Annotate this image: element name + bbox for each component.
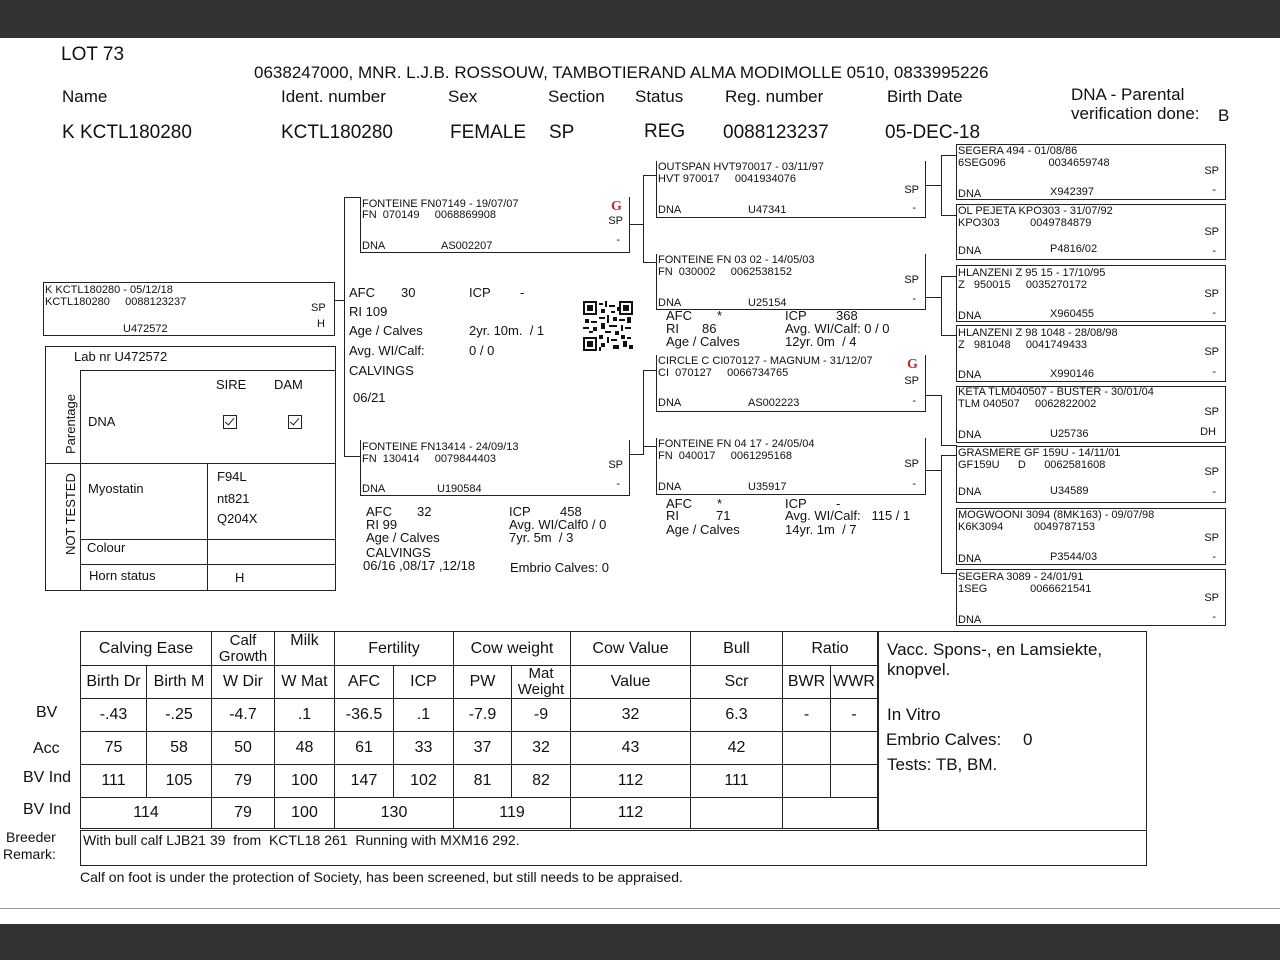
sire-dna-label: DNA [362, 240, 386, 252]
gg-dna-value: X990146 [1050, 368, 1095, 380]
acc-cell: 61 [335, 732, 394, 765]
gg-dna-label: DNA [958, 553, 982, 565]
dd-dna-value: U35917 [748, 481, 787, 493]
animal-reg: 0088123237 [723, 122, 829, 143]
gg-box [956, 446, 1226, 503]
gg-line-1: KETA TLM040507 - BUSTER - 30/01/04 [958, 386, 1154, 398]
ss-dash: - [912, 202, 916, 214]
group-calving-ease: Calving Ease [81, 632, 212, 666]
bv-ind-2-cell: 112 [571, 798, 691, 829]
gg-line-2: K6K3094 0049787153 [958, 521, 1096, 533]
gg-box [956, 569, 1226, 626]
acc-cell: 33 [394, 732, 454, 765]
dam-afc-label: AFC [366, 504, 392, 519]
group-milk: Milk [275, 632, 335, 666]
horn-status-label: Horn status [89, 568, 156, 583]
dam-icp-value: 458 [560, 504, 582, 519]
sd-line-2: FN 030002 0062538152 [658, 266, 792, 278]
bv-cell: -.25 [147, 699, 212, 732]
acc-cell [783, 732, 831, 765]
subject-afc-label: AFC [349, 285, 375, 300]
gg-section: SP [1204, 165, 1219, 177]
dd-afc-value: * [717, 496, 723, 511]
myostatin-f94l: F94L [217, 469, 247, 484]
sd-dash: - [912, 293, 916, 305]
bv-ind-2-cell: 79 [212, 798, 275, 829]
gg-box [956, 386, 1226, 443]
subject-wi-value: 0 / 0 [469, 343, 495, 358]
sd-dna-label: DNA [658, 297, 682, 309]
dam-dna-value: U190584 [437, 483, 482, 495]
row-label-bv-ind: BV Ind [23, 769, 72, 786]
subject-icp-label: ICP [469, 285, 491, 300]
col-w-mat: W Mat [275, 666, 335, 699]
animal-section: SP [549, 122, 575, 143]
sd-section: SP [904, 274, 919, 286]
bv-cell: .1 [275, 699, 335, 732]
gg-box [956, 144, 1226, 200]
dd-wi: Avg. WI/Calf: 115 / 1 [785, 508, 911, 523]
subject-age-label: Age / Calves [349, 323, 423, 338]
remark-label-1: Breeder [6, 829, 56, 845]
notes-in-vitro: In Vitro [887, 705, 941, 724]
sd-line-1: FONTEINE FN 03 02 - 14/05/03 [658, 254, 815, 266]
gg-section: SP [1204, 592, 1219, 604]
col-birth-m: Birth M [147, 666, 212, 699]
sd-icp-label: ICP [785, 308, 807, 323]
subject-horn: H [317, 318, 325, 330]
group-fertility: Fertility [335, 632, 454, 666]
gg-dash: - [1212, 307, 1216, 319]
horn-status-value: H [235, 570, 245, 585]
ss-line-1: OUTSPAN HVT970017 - 03/11/97 [658, 161, 824, 173]
bv-cell: -9 [512, 699, 571, 732]
gg-dna-label: DNA [958, 614, 982, 626]
acc-cell: 58 [147, 732, 212, 765]
col-bwr: BWR [783, 666, 831, 699]
subject-calvings-value: 06/21 [353, 390, 386, 405]
sd-icp-value: 368 [836, 308, 858, 323]
bv-cell: -7.9 [454, 699, 512, 732]
col-mat-weight: Mat Weight [512, 666, 571, 699]
lab-panel [45, 346, 336, 591]
ds-line-2: CI 070127 0066734765 [658, 367, 789, 379]
sire-dash: - [616, 234, 620, 246]
lot-number: LOT 73 [61, 44, 125, 65]
subject-dna: U472572 [123, 323, 168, 335]
dd-icp-value: - [836, 496, 841, 511]
bv-cell: 32 [571, 699, 691, 732]
notes-panel [878, 631, 1147, 831]
sire-dna-checkbox [223, 415, 237, 429]
dd-line-2: FN 040017 0061295168 [658, 450, 792, 462]
gg-dash: DH [1200, 426, 1216, 438]
col-value: Value [571, 666, 691, 699]
sd-afc-label: AFC [666, 308, 692, 323]
dam-wi: Avg. WI/Calf0 / 0 [509, 517, 607, 532]
dd-dash: - [912, 478, 916, 490]
gg-line-2: KPO303 0049784879 [958, 217, 1092, 229]
sire-box [360, 197, 630, 253]
row-label-bv: BV [36, 704, 58, 721]
dd-section: SP [904, 458, 919, 470]
gg-line-2: 1SEG 0066621541 [958, 583, 1092, 595]
dd-icp-label: ICP [785, 496, 807, 511]
col-scr: Scr [691, 666, 783, 699]
dd-ri-label: RI [666, 508, 679, 523]
gg-line-1: HLANZENI Z 95 15 - 17/10/95 [958, 267, 1106, 279]
society-logo-2: G [907, 357, 918, 372]
bv-ind-2-cell: 100 [275, 798, 335, 829]
qr-code [582, 301, 634, 351]
subject-icp-value: - [520, 285, 525, 300]
notes-embrio-value: 0 [1023, 730, 1033, 749]
acc-cell: 42 [691, 732, 783, 765]
bv-ind-2-cell [691, 798, 783, 829]
gg-section: SP [1204, 226, 1219, 238]
header-status: Status [635, 87, 684, 106]
bv-ind-cell [783, 765, 831, 798]
header-dna-value: B [1218, 106, 1230, 125]
bv-ind-cell: 79 [212, 765, 275, 798]
gg-line-1: OL PEJETA KPO303 - 31/07/92 [958, 205, 1113, 217]
sd-age-value: 12yr. 0m / 4 [785, 334, 857, 349]
dd-dna-label: DNA [658, 481, 682, 493]
gg-dna-label: DNA [958, 429, 982, 441]
gg-dna-label: DNA [958, 188, 982, 200]
ss-section: SP [904, 184, 919, 196]
dd-age-label: Age / Calves [666, 522, 740, 537]
ds-line-1: CIRCLE C CI070127 - MAGNUM - 31/12/07 [658, 355, 873, 367]
dam-dna-checkbox [288, 415, 302, 429]
dam-age-value: 7yr. 5m / 3 [509, 530, 574, 545]
bv-table [80, 631, 878, 829]
bv-cell: - [831, 699, 878, 732]
sd-wi: Avg. WI/Calf: 0 / 0 [785, 321, 890, 336]
subject-line-1: K KCTL180280 - 05/12/18 [45, 284, 173, 296]
dd-age-value: 14yr. 1m / 7 [785, 522, 857, 537]
gg-line-1: SEGERA 494 - 01/08/86 [958, 145, 1078, 157]
gg-dna-label: DNA [958, 486, 982, 498]
bv-ind-2-cell: 130 [335, 798, 454, 829]
owner-line: 0638247000, MNR. L.J.B. ROSSOUW, TAMBOTIERAND ALMA MODIMOLLE 0510, 0833995226 [254, 63, 989, 82]
subject-afc-value: 30 [401, 285, 416, 300]
bv-ind-cell [831, 765, 878, 798]
group-bull: Bull [691, 632, 783, 666]
animal-birth: 05-DEC-18 [885, 122, 981, 143]
gg-dna-value: U34589 [1050, 485, 1089, 497]
dam-calvings-label: CALVINGS [366, 545, 431, 560]
bv-cell: -36.5 [335, 699, 394, 732]
myostatin-q204x: Q204X [217, 511, 258, 526]
notes-tests: Tests: TB, BM. [887, 755, 998, 774]
remark-box [80, 830, 1147, 866]
header-sex: Sex [448, 87, 478, 106]
group-cow-weight: Cow weight [454, 632, 571, 666]
gg-line-2: Z 950015 0035270172 [958, 279, 1088, 291]
gg-line-1: SEGERA 3089 - 24/01/91 [958, 571, 1084, 583]
ds-dash: - [912, 395, 916, 407]
bv-ind-2-cell: 119 [454, 798, 571, 829]
acc-cell: 43 [571, 732, 691, 765]
gg-line-2: TLM 040507 0062822002 [958, 398, 1097, 410]
bv-ind-cell: 82 [512, 765, 571, 798]
remark-label-2: Remark: [3, 846, 56, 862]
sire-dam-box [656, 254, 926, 310]
parentage-label: Parentage [63, 394, 78, 454]
animal-status: REG [644, 121, 686, 142]
gg-dash: - [1212, 611, 1216, 623]
ds-dna-value: AS002223 [748, 397, 800, 409]
bv-ind-cell: 111 [691, 765, 783, 798]
bv-ind-cell: 147 [335, 765, 394, 798]
bv-cell: -4.7 [212, 699, 275, 732]
bv-ind-cell: 105 [147, 765, 212, 798]
dam-section: SP [608, 459, 623, 471]
gg-dash: - [1212, 551, 1216, 563]
acc-cell: 75 [81, 732, 147, 765]
row-label-acc: Acc [33, 740, 60, 757]
gg-line-1: MOGWOONI 3094 (8MK163) - 09/07/98 [958, 509, 1155, 521]
header-name: Name [62, 87, 108, 106]
dna-row-label: DNA [88, 414, 116, 429]
gg-dna-value: P3544/03 [1050, 551, 1098, 563]
bv-cell: 6.3 [691, 699, 783, 732]
bv-ind-cell: 111 [81, 765, 147, 798]
gg-dna-label: DNA [958, 310, 982, 322]
col-icp: ICP [394, 666, 454, 699]
header-reg: Reg. number [725, 87, 824, 106]
bv-ind-cell: 100 [275, 765, 335, 798]
sd-afc-value: * [717, 308, 723, 323]
gg-dash: - [1212, 486, 1216, 498]
dam-dna-label: DNA [362, 483, 386, 495]
header-dna-2: verification done: [1071, 104, 1200, 123]
sire-sire-box [656, 161, 926, 218]
gg-dna-value: X942397 [1050, 186, 1095, 198]
gg-dna-label: DNA [958, 369, 982, 381]
dam-afc-value: 32 [417, 504, 432, 519]
dam-box [360, 440, 630, 496]
ss-line-2: HVT 970017 0041934076 [658, 173, 797, 185]
colour-label: Colour [87, 540, 126, 555]
acc-cell [831, 732, 878, 765]
gg-dash: - [1212, 245, 1216, 257]
sd-age-label: Age / Calves [666, 334, 740, 349]
dd-ri-value: 71 [716, 508, 731, 523]
sire-line-2: FN 070149 0068869908 [362, 209, 496, 221]
ds-dna-label: DNA [658, 397, 682, 409]
gg-box [956, 265, 1226, 322]
group-cow-value: Cow Value [571, 632, 691, 666]
bv-ind-cell: 112 [571, 765, 691, 798]
header-section: Section [548, 87, 605, 106]
group-ratio: Ratio [783, 632, 878, 666]
notes-vaccination: Vacc. Spons-, en Lamsiekte, [887, 640, 1103, 659]
sd-dna-value: U25154 [748, 297, 787, 309]
sire-dna-value: AS002207 [441, 240, 493, 252]
gg-box [956, 508, 1226, 565]
header-birth: Birth Date [887, 87, 963, 106]
subject-calvings-label: CALVINGS [349, 363, 414, 378]
bv-ind-cell: 102 [394, 765, 454, 798]
bv-ind-cell: 81 [454, 765, 512, 798]
gg-line-1: GRASMERE GF 159U - 14/11/01 [958, 447, 1121, 459]
gg-section: SP [1204, 288, 1219, 300]
sire-section: SP [608, 215, 623, 227]
footer-note: Calf on foot is under the protection of Society, has been screened, but still needs to be appraised. [80, 869, 683, 885]
subject-wi-label: Avg. WI/Calf: [349, 343, 425, 358]
acc-cell: 48 [275, 732, 335, 765]
gg-dna-label: DNA [958, 245, 982, 257]
bv-cell: .1 [394, 699, 454, 732]
gg-line-2: 6SEG096 0034659748 [958, 157, 1110, 169]
sd-ri-label: RI [666, 321, 679, 336]
society-logo: G [611, 199, 622, 214]
ss-dna-label: DNA [658, 204, 682, 216]
gg-section: SP [1204, 532, 1219, 544]
col-birth-dr: Birth Dr [81, 666, 147, 699]
ss-dna-value: U47341 [748, 204, 787, 216]
acc-cell: 50 [212, 732, 275, 765]
top-bar [0, 0, 1280, 38]
bottom-bar [0, 924, 1280, 960]
dam-icp-label: ICP [509, 504, 531, 519]
gg-dash: - [1212, 366, 1216, 378]
bv-ind-2-cell: 114 [81, 798, 212, 829]
dam-sire-box [656, 355, 926, 412]
dam-ri: RI 99 [366, 517, 398, 532]
dam-line-2: FN 130414 0079844403 [362, 453, 496, 465]
gg-dash: - [1212, 184, 1216, 196]
group-calf-growth: Calf Growth [212, 632, 275, 666]
col-w-dir: W Dir [212, 666, 275, 699]
dd-afc-label: AFC [666, 496, 692, 511]
myostatin-label: Myostatin [88, 481, 144, 496]
dd-line-1: FONTEINE FN 04 17 - 24/05/04 [658, 438, 815, 450]
subject-box [43, 282, 335, 336]
col-afc: AFC [335, 666, 394, 699]
bv-cell: -.43 [81, 699, 147, 732]
gg-dna-value: P4816/02 [1050, 243, 1098, 255]
gg-box [956, 325, 1226, 382]
dam-dash: - [616, 478, 620, 490]
gg-box [956, 204, 1226, 260]
subject-line-2: KCTL180280 0088123237 [45, 296, 187, 308]
gg-section: SP [1204, 346, 1219, 358]
subject-ri: RI 109 [349, 304, 388, 319]
acc-cell: 32 [512, 732, 571, 765]
sire-col-label: SIRE [216, 377, 247, 392]
not-tested-label: NOT TESTED [63, 473, 78, 555]
myostatin-nt821: nt821 [217, 491, 250, 506]
gg-line-1: HLANZENI Z 98 1048 - 28/08/98 [958, 327, 1118, 339]
subject-age-value: 2yr. 10m. / 1 [469, 323, 545, 338]
header-ident: Ident. number [281, 87, 386, 106]
dam-calvings-value: 06/16 ,08/17 ,12/18 [363, 558, 476, 573]
bv-ind-2-cell [783, 798, 878, 829]
lab-number: Lab nr U472572 [74, 349, 168, 364]
col-wwr: WWR [831, 666, 878, 699]
acc-cell: 37 [454, 732, 512, 765]
dam-line-1: FONTEINE FN13414 - 24/09/13 [362, 441, 519, 453]
animal-name: K KCTL180280 [62, 122, 192, 143]
notes-embrio-label: Embrio Calves: [886, 730, 1002, 749]
gg-dna-value: U25736 [1050, 428, 1089, 440]
gg-section: SP [1204, 466, 1219, 478]
gg-line-2: GF159U D 0062581608 [958, 459, 1106, 471]
gg-dna-value: X960455 [1050, 308, 1095, 320]
dam-embrio: Embrio Calves: 0 [510, 560, 609, 575]
sd-ri-value: 86 [702, 321, 717, 336]
animal-ident: KCTL180280 [281, 122, 393, 143]
bv-cell: - [783, 699, 831, 732]
col-pw: PW [454, 666, 512, 699]
remark-text: With bull calf LJB21 39 from KCTL18 261 Running with MXM16 292. [83, 832, 520, 848]
ds-section: SP [904, 375, 919, 387]
sire-line-1: FONTEINE FN07149 - 19/07/07 [362, 198, 519, 210]
row-label-bv-ind-2: BV Ind [23, 801, 72, 818]
animal-sex: FEMALE [450, 122, 527, 143]
bottom-rule [0, 908, 1280, 909]
gg-section: SP [1204, 406, 1219, 418]
notes-vaccination-2: knopvel. [887, 660, 951, 679]
subject-section: SP [311, 302, 326, 314]
dam-dam-box [656, 438, 926, 495]
dam-col-label: DAM [274, 377, 303, 392]
gg-line-2: Z 981048 0041749433 [958, 339, 1088, 351]
header-dna-1: DNA - Parental [1071, 85, 1185, 104]
dam-age-label: Age / Calves [366, 530, 440, 545]
